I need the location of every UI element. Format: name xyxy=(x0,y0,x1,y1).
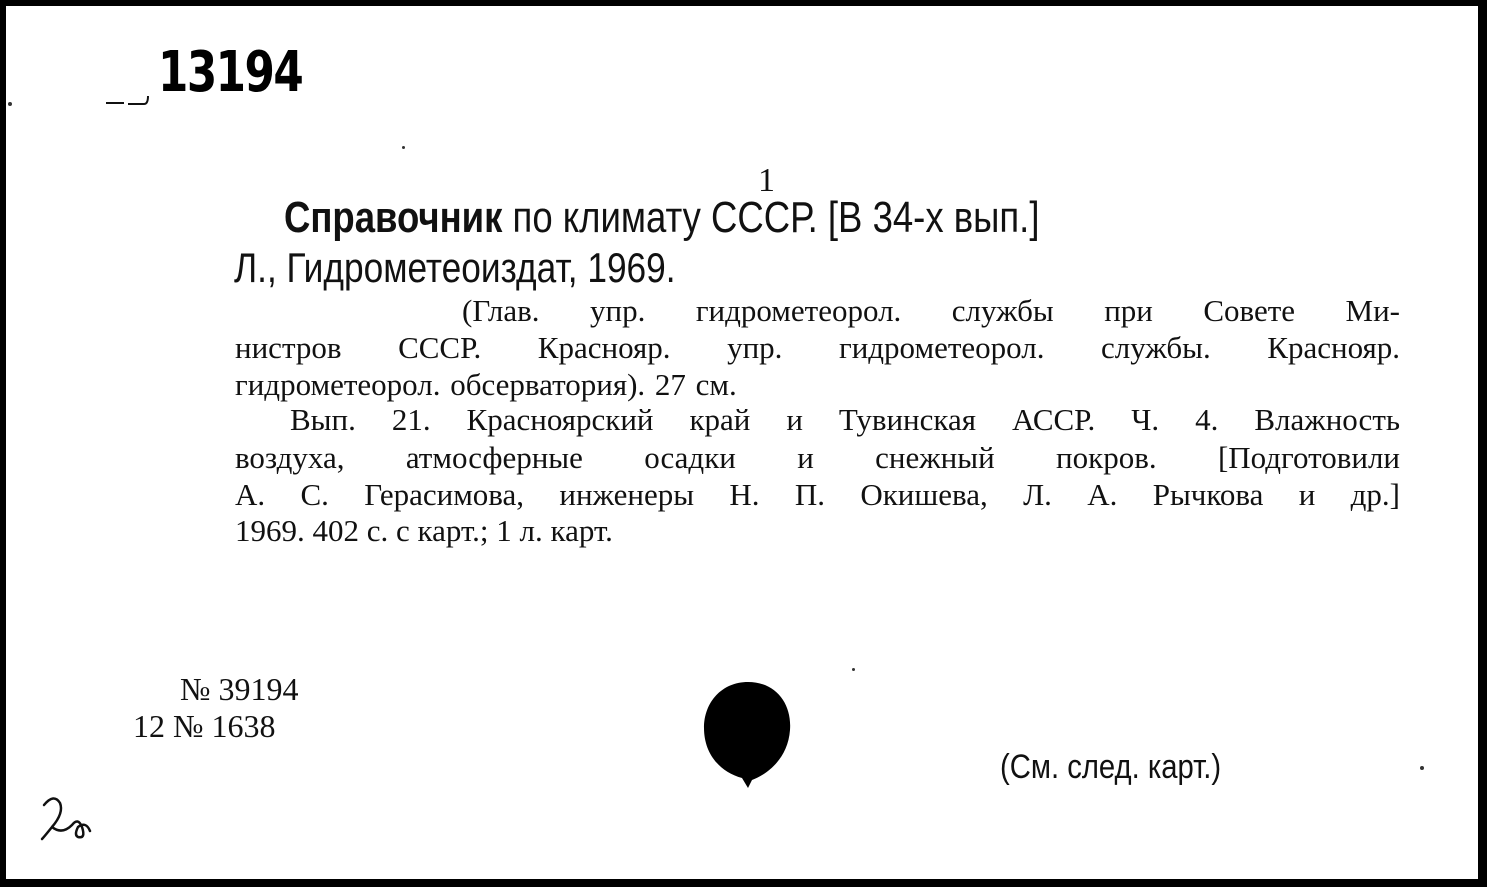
registration-number: 12 № 1638 xyxy=(133,708,276,744)
see-next-card-note: (См. след. карт.) xyxy=(1000,748,1222,786)
speck xyxy=(402,146,405,149)
book-title xyxy=(284,193,1039,243)
inventory-number: № 39194 xyxy=(180,671,299,707)
speck xyxy=(1420,766,1424,770)
title-main-word: Справочник xyxy=(284,193,503,242)
volume-line-1: Вып. 21. Красноярский край и Тувинская АССР. Ч. 4. Влажность xyxy=(290,402,1400,437)
card-right-edge xyxy=(1479,0,1487,887)
volume-line-3: А. С. Герасимова, инженеры Н. П. Окишева, Л. А. Рычкова и др.] xyxy=(235,477,1400,512)
volume-line-4: 1969. 402 с. с карт.; 1 л. карт. xyxy=(235,513,613,548)
title-rest: по климату СССР. [В 34-х вып.] xyxy=(502,193,1040,242)
note-line-1: (Глав. упр. гидрометеорол. службы при Совете Ми- xyxy=(462,293,1400,328)
handwritten-underline-mark xyxy=(104,82,154,110)
card-number: 1 xyxy=(758,162,775,199)
imprint-line: Л., Гидрометеоиздат, 1969. xyxy=(234,244,676,291)
catalog-card xyxy=(6,6,1478,879)
volume-line-2: воздуха, атмосферные осадки и снежный покров. [Подготовили xyxy=(235,440,1400,475)
note-line-3: гидрометеорол. обсерватория). 27 см. xyxy=(235,367,737,402)
speck xyxy=(852,668,855,671)
punch-hole-mark xyxy=(698,674,798,790)
note-line-2: нистров СССР. Краснояр. упр. гидрометеорол. службы. Краснояр. xyxy=(235,330,1400,365)
speck xyxy=(8,102,12,106)
handwritten-initial-mark xyxy=(38,791,96,847)
handwritten-accession-number: 13194 xyxy=(158,40,303,105)
